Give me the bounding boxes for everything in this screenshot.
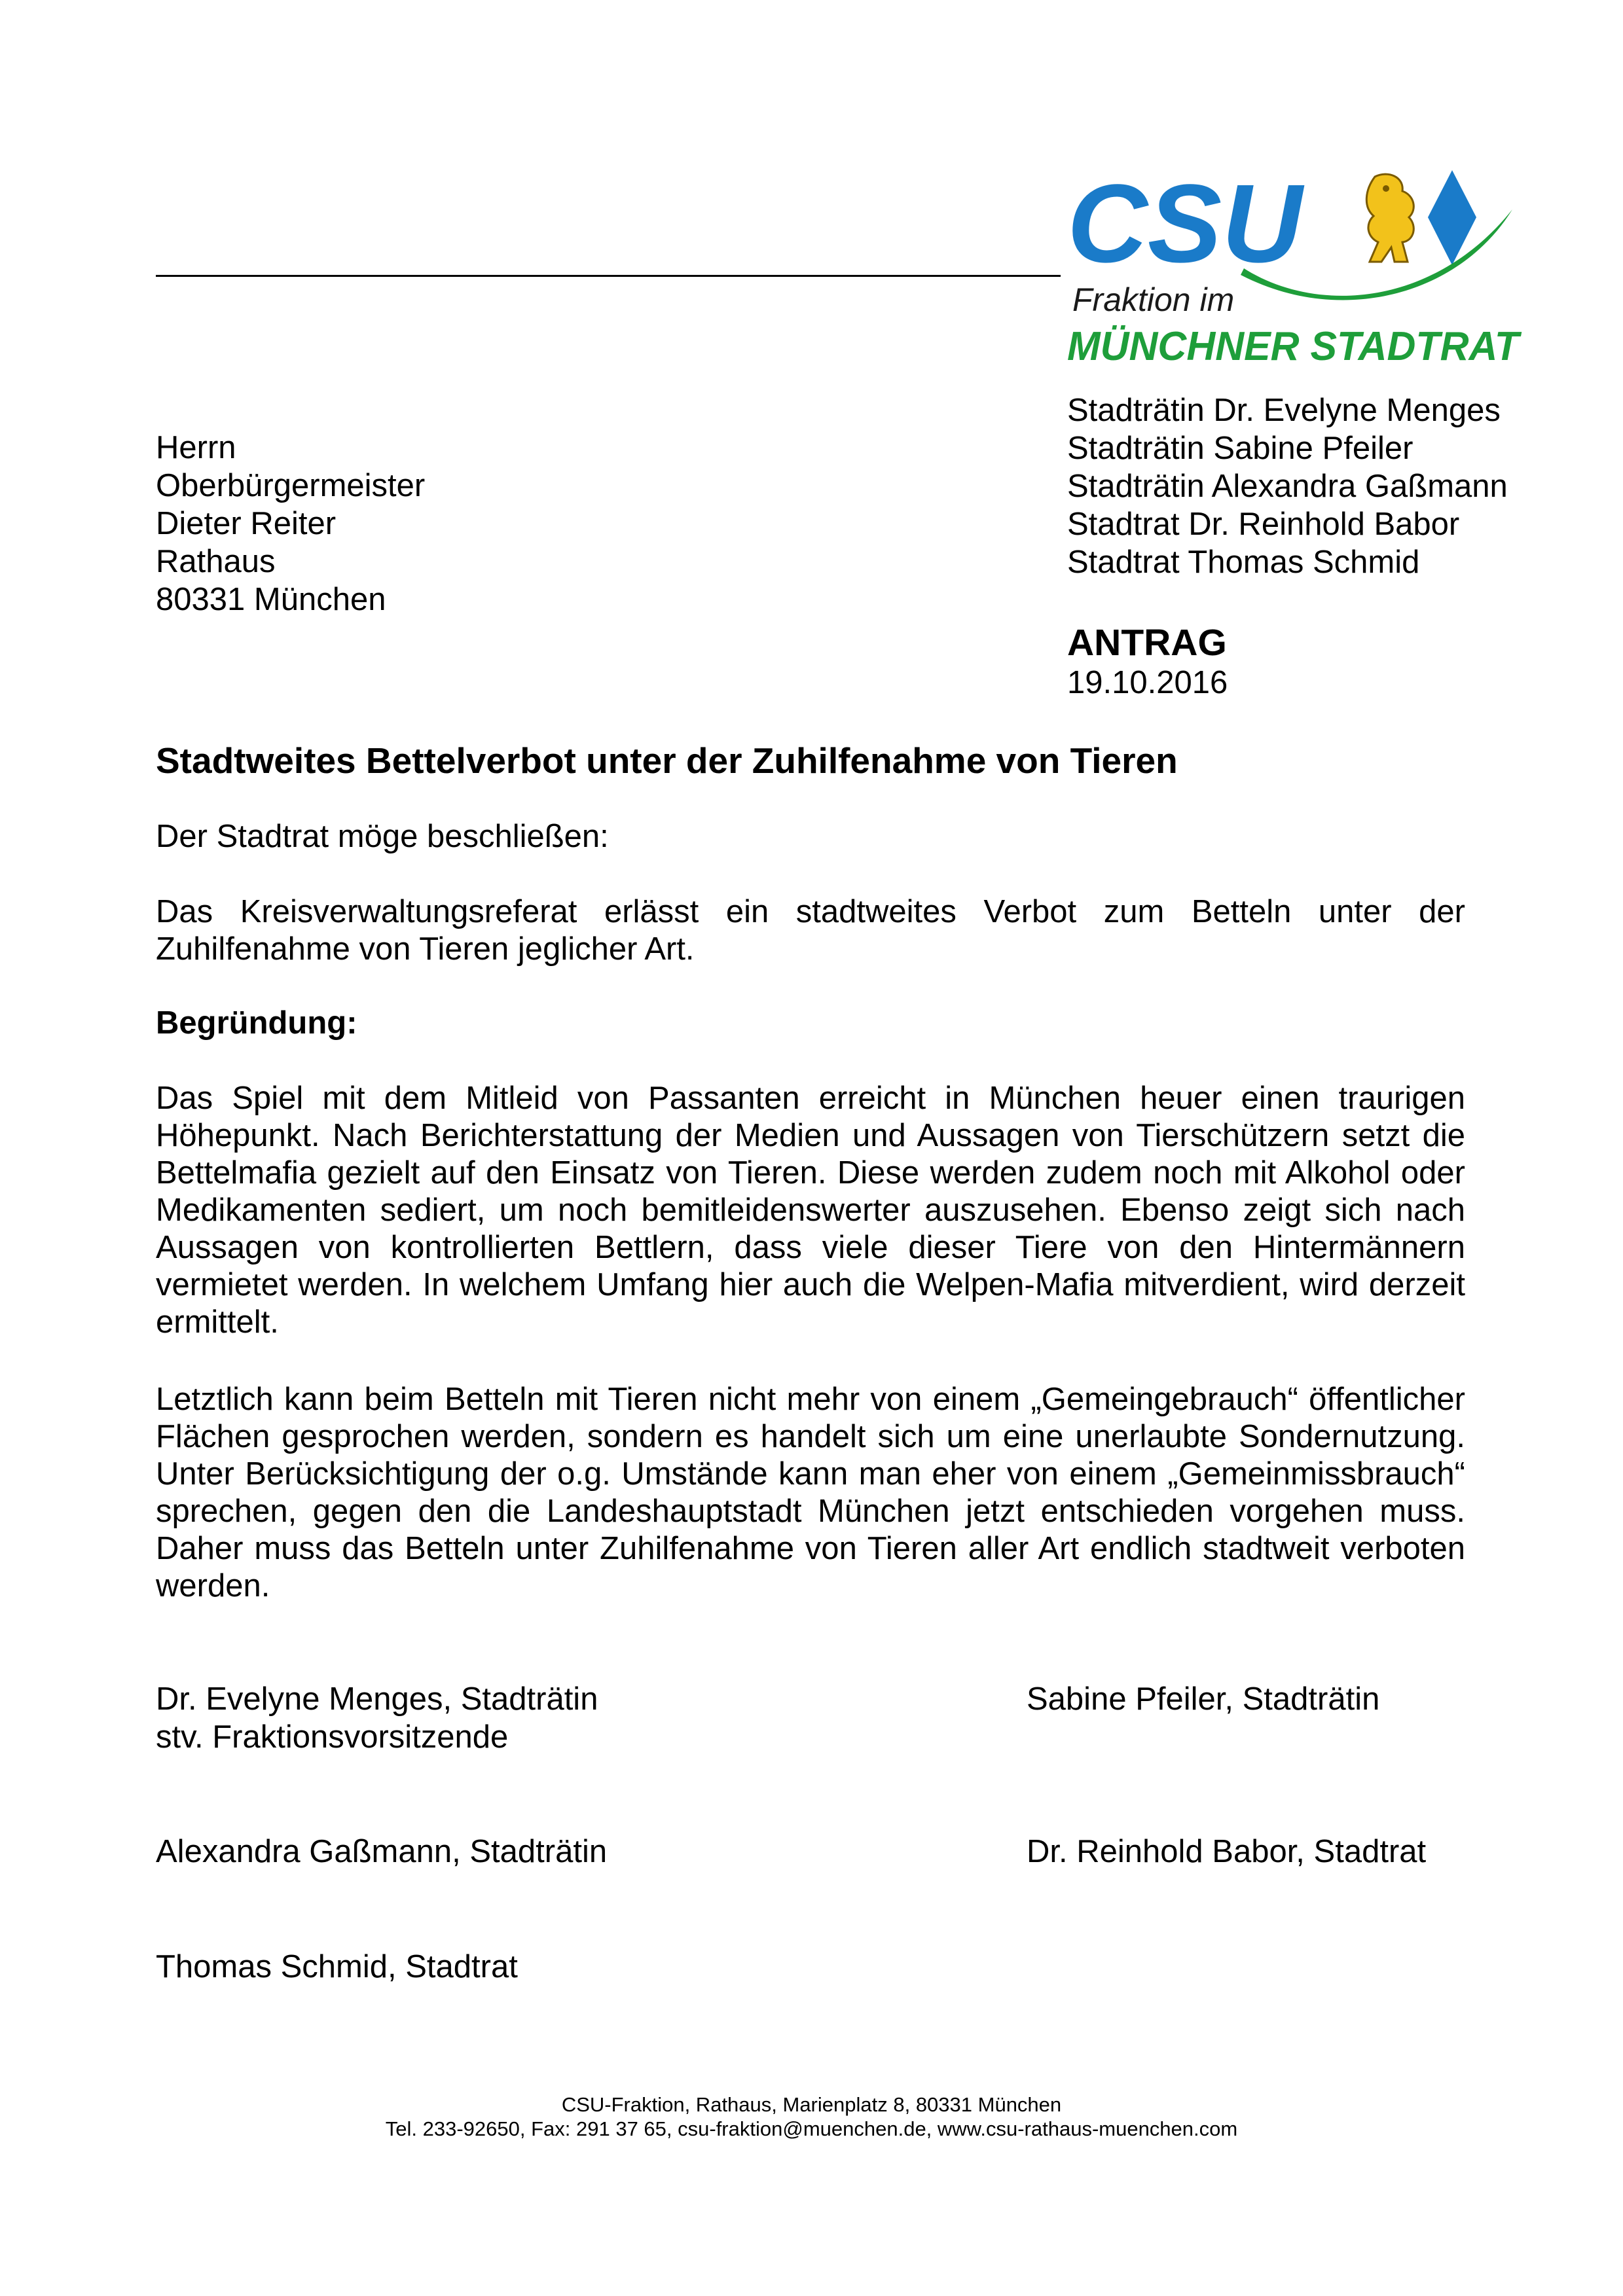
csu-logo bbox=[1067, 164, 1525, 380]
document-date: 19.10.2016 bbox=[1067, 665, 1228, 700]
motion-text: Das Kreisverwaltungsreferat erlässt ein stadtweites Verbot zum Betteln unter der Zuhilfenahme von Tieren jeglicher Art. bbox=[156, 894, 1465, 967]
lion-icon bbox=[1366, 174, 1413, 262]
recipient-address bbox=[156, 429, 425, 619]
signature-menges bbox=[156, 1680, 598, 1756]
signatory-line: Stadtrat Dr. Reinhold Babor bbox=[1067, 507, 1460, 542]
justification-paragraph-2: Letztlich kann beim Betteln mit Tieren nicht mehr von einem „Gemeingebrauch“ öffentlicher Flächen gesprochen werden, sondern es handelt sich um eine unerlaubte Sondernutzung. Unter Berücksichtigung der o.g. Umstände kann man eher von einem „Gemeinmissbrauch“ sprechen, gegen den die Landeshauptstadt München jetzt entschieden vorgehen muss. Daher muss das Betteln unter Zuhilfenahme von Tieren aller Art endlich stadtweit verboten werden. bbox=[156, 1382, 1465, 1604]
recipient-line: Herrn bbox=[156, 430, 236, 465]
signature-schmid: Thomas Schmid, Stadtrat bbox=[156, 1949, 518, 1984]
document-type: ANTRAG bbox=[1067, 622, 1227, 664]
diamond-icon bbox=[1428, 170, 1476, 265]
signatories-header bbox=[1067, 391, 1508, 581]
signatory-line: Stadtrat Thomas Schmid bbox=[1067, 545, 1420, 580]
signatory-line: Stadträtin Alexandra Gaßmann bbox=[1067, 469, 1508, 504]
header-rule bbox=[156, 275, 1061, 277]
signature-role: stv. Fraktionsvorsitzende bbox=[156, 1719, 509, 1755]
page-footer bbox=[0, 2092, 1623, 2141]
logo-subtitle-2: MÜNCHNER STADTRAT bbox=[1067, 324, 1523, 369]
logo-party-text: CSU bbox=[1067, 162, 1302, 286]
recipient-line: Rathaus bbox=[156, 544, 276, 579]
footer-address: CSU-Fraktion, Rathaus, Marienplatz 8, 80331 München bbox=[561, 2093, 1062, 2116]
document-title: Stadtweites Bettelverbot unter der Zuhilfenahme von Tieren bbox=[156, 740, 1178, 781]
signature-name: Dr. Evelyne Menges, Stadträtin bbox=[156, 1681, 598, 1717]
footer-contact: Tel. 233-92650, Fax: 291 37 65, csu-fraktion@muenchen.de, www.csu-rathaus-muenchen.com bbox=[385, 2117, 1238, 2140]
logo-subtitle-1: Fraktion im bbox=[1072, 281, 1235, 318]
justification-paragraph-1: Das Spiel mit dem Mitleid von Passanten erreicht in München heuer einen traurigen Höhepunkt. Nach Berichterstattung der Medien und Aussagen von Tierschützern setzt die Bettelmafia gezielt auf den Einsatz von Tieren. Diese werden zudem noch mit Alkohol oder Medikamenten sediert, um noch bemitleidenswerter auszusehen. Ebenso zeigt sich nach Aussagen von kontrollierten Bettlern, dass viele dieser Tiere von den Hintermännern vermietet werden. In welchem Umfang hier auch die Welpen-Mafia mitverdient, wird derzeit ermittelt. bbox=[156, 1081, 1465, 1340]
signature-gassmann: Alexandra Gaßmann, Stadträtin bbox=[156, 1834, 608, 1869]
csu-logo-graphic bbox=[1067, 164, 1525, 380]
signatory-line: Stadträtin Sabine Pfeiler bbox=[1067, 431, 1413, 466]
recipient-line: 80331 München bbox=[156, 582, 386, 617]
justification-heading: Begründung: bbox=[156, 1005, 357, 1041]
recipient-line: Oberbürgermeister bbox=[156, 468, 426, 503]
signatory-line: Stadträtin Dr. Evelyne Menges bbox=[1067, 393, 1501, 428]
motion-intro: Der Stadtrat möge beschließen: bbox=[156, 819, 609, 854]
signature-pfeiler: Sabine Pfeiler, Stadträtin bbox=[1027, 1681, 1380, 1717]
signature-babor: Dr. Reinhold Babor, Stadtrat bbox=[1027, 1834, 1427, 1869]
recipient-line: Dieter Reiter bbox=[156, 506, 337, 541]
